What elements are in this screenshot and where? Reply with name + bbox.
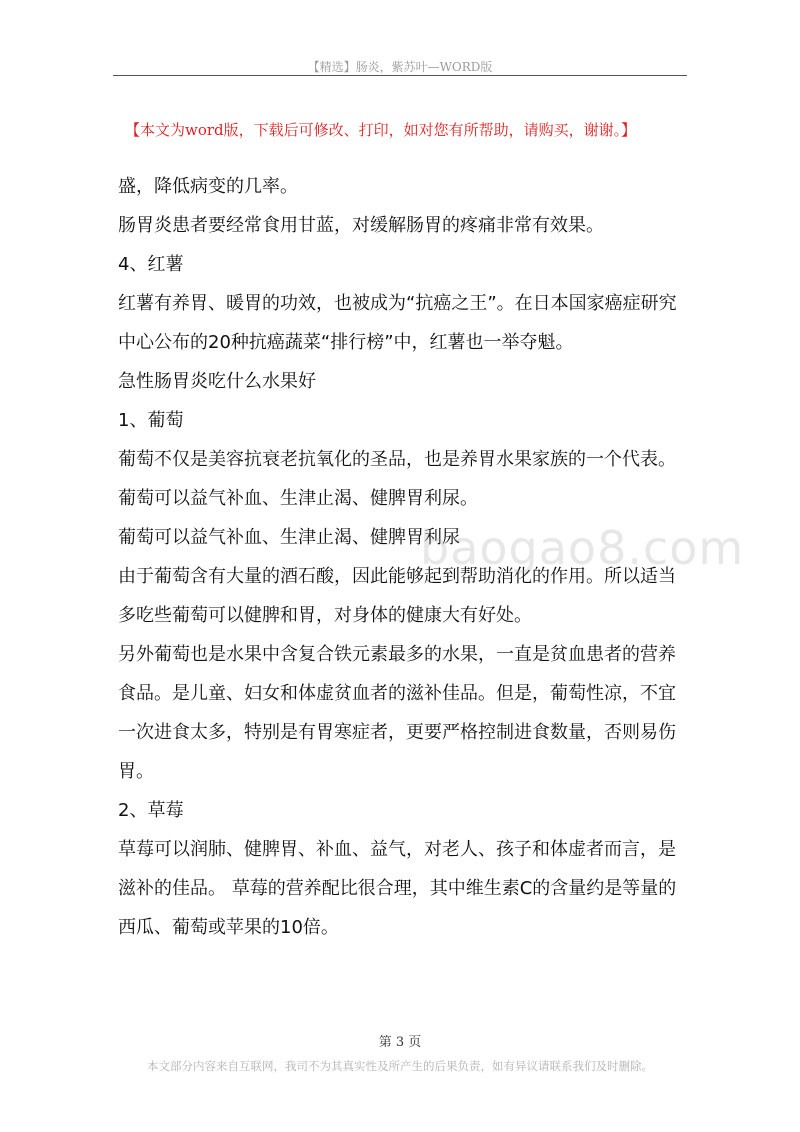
section-heading: 急性肠胃炎吃什么水果好 [118,371,316,392]
footer-disclaimer: 本文部分内容来自互联网，我司不为其真实性及所产生的后果负责，如有异议请联系我们及时删除。 [147,1059,653,1073]
section-heading: 4、红薯 [118,254,184,275]
page-number: 第 3 页 [378,1035,422,1050]
page-header: 【精选】肠炎，紫苏叶—WORD版 [307,60,493,74]
section-heading: 1、葡萄 [118,410,184,431]
paragraph: 红薯有养胃、暖胃的功效，也被成为“抗癌之王”。在日本国家癌症研究中心公布的20种抗癌蔬菜“排行榜”中，红薯也一举夺魁。 [118,293,677,353]
paragraph: 肠胃炎患者要经常食用甘蓝，对缓解肠胃的疼痛非常有效果。 [118,215,604,236]
paragraph: 由于葡萄含有大量的酒石酸，因此能够起到帮助消化的作用。所以适当多吃些葡萄可以健脾和胃，对身体的健康大有好处。 [118,566,676,626]
header-divider [113,75,687,76]
watermark: baogao8.com [420,521,745,575]
download-notice: 【本文为word版，下载后可修改、打印，如对您有所帮助，请购买，谢谢。】 [125,121,637,139]
paragraph: 盛，降低病变的几率。 [118,176,298,197]
paragraph: 草莓可以润肺、健脾胃、补血、益气，对老人、孩子和体虚者而言，是滋补的佳品。 草莓的营养配比很合理，其中维生素C的含量约是等量的西瓜、葡萄或苹果的10倍。 [118,839,677,938]
paragraph: 葡萄可以益气补血、生津止渴、健脾胃利尿 [118,527,460,548]
section-heading: 2、草莓 [118,800,184,821]
paragraph: 葡萄不仅是美容抗衰老抗氧化的圣品，也是养胃水果家族的一个代表。葡萄可以益气补血、生津止渴、健脾胃利尿。 [118,449,676,509]
paragraph: 另外葡萄也是水果中含复合铁元素最多的水果，一直是贫血患者的营养食品。是儿童、妇女和体虚贫血者的滋补佳品。但是，葡萄性凉，不宜一次进食太多，特别是有胃寒症者，更要严格控制进食数量，否则易伤胃。 [118,644,676,782]
